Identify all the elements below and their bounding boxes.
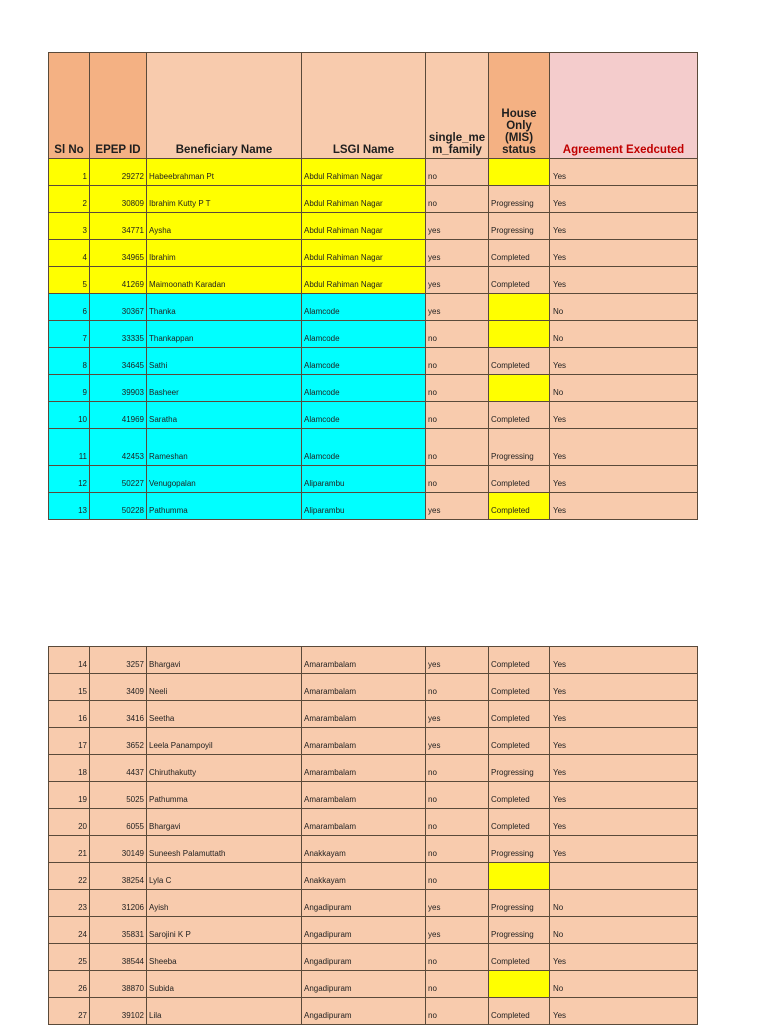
cell-beneficiary-name[interactable]: Rameshan <box>147 429 302 466</box>
cell-single-mem-family[interactable]: yes <box>426 890 489 917</box>
cell-house-status[interactable]: Progressing <box>489 186 550 213</box>
cell-sl-no[interactable]: 10 <box>49 402 90 429</box>
cell-agreement-executed[interactable]: Yes <box>550 429 698 466</box>
cell-beneficiary-name[interactable]: Ibrahim <box>147 240 302 267</box>
table-row <box>49 294 698 321</box>
table-row <box>49 321 698 348</box>
cell-sl-no[interactable]: 18 <box>49 755 90 782</box>
cell-beneficiary-name[interactable]: Saratha <box>147 402 302 429</box>
cell-lsgi-name[interactable]: Angadipuram <box>302 971 426 998</box>
table-row <box>49 998 698 1025</box>
cell-lsgi-name[interactable]: Anakkayam <box>302 836 426 863</box>
cell-lsgi-name[interactable]: Amarambalam <box>302 647 426 674</box>
table-row <box>49 836 698 863</box>
cell-epep-id[interactable]: 33335 <box>90 321 147 348</box>
table-row <box>49 674 698 701</box>
cell-sl-no[interactable]: 23 <box>49 890 90 917</box>
cell-epep-id[interactable]: 39102 <box>90 998 147 1025</box>
cell-epep-id[interactable]: 3416 <box>90 701 147 728</box>
cell-single-mem-family[interactable]: no <box>426 809 489 836</box>
header-lsgi-name[interactable]: LSGI Name <box>302 53 426 159</box>
table-row <box>49 267 698 294</box>
cell-epep-id[interactable]: 3409 <box>90 674 147 701</box>
table-row <box>49 429 698 466</box>
cell-epep-id[interactable]: 34645 <box>90 348 147 375</box>
cell-epep-id[interactable]: 35831 <box>90 917 147 944</box>
cell-agreement-executed[interactable]: Yes <box>550 402 698 429</box>
cell-lsgi-name[interactable]: Amarambalam <box>302 755 426 782</box>
cell-epep-id[interactable]: 38870 <box>90 971 147 998</box>
cell-epep-id[interactable]: 6055 <box>90 809 147 836</box>
cell-agreement-executed[interactable]: Yes <box>550 782 698 809</box>
cell-sl-no[interactable]: 22 <box>49 863 90 890</box>
cell-agreement-executed[interactable]: No <box>550 321 698 348</box>
cell-lsgi-name[interactable]: Angadipuram <box>302 890 426 917</box>
cell-sl-no[interactable]: 27 <box>49 998 90 1025</box>
cell-house-status[interactable]: Completed <box>489 674 550 701</box>
cell-sl-no[interactable]: 14 <box>49 647 90 674</box>
cell-single-mem-family[interactable]: no <box>426 674 489 701</box>
cell-single-mem-family[interactable]: no <box>426 466 489 493</box>
table-row <box>49 493 698 520</box>
cell-sl-no[interactable]: 7 <box>49 321 90 348</box>
cell-agreement-executed[interactable]: Yes <box>550 836 698 863</box>
table-row <box>49 971 698 998</box>
cell-sl-no[interactable]: 25 <box>49 944 90 971</box>
cell-agreement-executed[interactable]: Yes <box>550 647 698 674</box>
cell-agreement-executed[interactable]: Yes <box>550 674 698 701</box>
cell-sl-no[interactable]: 1 <box>49 159 90 186</box>
cell-beneficiary-name[interactable]: Ibrahim Kutty P T <box>147 186 302 213</box>
cell-beneficiary-name[interactable]: Pathumma <box>147 493 302 520</box>
cell-house-status[interactable] <box>489 294 550 321</box>
table-row <box>49 466 698 493</box>
cell-house-status[interactable]: Progressing <box>489 890 550 917</box>
header-beneficiary-name[interactable]: Beneficiary Name <box>147 53 302 159</box>
table-row <box>49 186 698 213</box>
cell-single-mem-family[interactable]: yes <box>426 493 489 520</box>
cell-lsgi-name[interactable]: Alamcode <box>302 348 426 375</box>
cell-house-status[interactable] <box>489 375 550 402</box>
cell-single-mem-family[interactable]: no <box>426 402 489 429</box>
cell-epep-id[interactable]: 38544 <box>90 944 147 971</box>
cell-epep-id[interactable]: 41269 <box>90 267 147 294</box>
cell-lsgi-name[interactable]: Aliparambu <box>302 493 426 520</box>
cell-single-mem-family[interactable]: no <box>426 429 489 466</box>
header-single-mem-family[interactable]: single_me m_family <box>426 53 489 159</box>
cell-single-mem-family[interactable]: no <box>426 836 489 863</box>
cell-epep-id[interactable]: 42453 <box>90 429 147 466</box>
cell-single-mem-family[interactable]: no <box>426 186 489 213</box>
cell-epep-id[interactable]: 29272 <box>90 159 147 186</box>
cell-lsgi-name[interactable]: Alamcode <box>302 294 426 321</box>
cell-lsgi-name[interactable]: Alamcode <box>302 429 426 466</box>
cell-house-status[interactable]: Progressing <box>489 836 550 863</box>
cell-agreement-executed[interactable]: Yes <box>550 998 698 1025</box>
cell-sl-no[interactable]: 21 <box>49 836 90 863</box>
cell-house-status[interactable]: Completed <box>489 728 550 755</box>
cell-lsgi-name[interactable]: Abdul Rahiman Nagar <box>302 159 426 186</box>
beneficiary-table-bottom <box>48 646 698 1025</box>
cell-house-status[interactable] <box>489 159 550 186</box>
table-row <box>49 348 698 375</box>
cell-single-mem-family[interactable]: no <box>426 159 489 186</box>
cell-single-mem-family[interactable]: yes <box>426 728 489 755</box>
cell-agreement-executed[interactable]: Yes <box>550 728 698 755</box>
cell-house-status[interactable]: Completed <box>489 466 550 493</box>
cell-single-mem-family[interactable]: no <box>426 944 489 971</box>
cell-house-status[interactable] <box>489 321 550 348</box>
cell-single-mem-family[interactable]: yes <box>426 213 489 240</box>
cell-beneficiary-name[interactable]: Thankappan <box>147 321 302 348</box>
cell-sl-no[interactable]: 9 <box>49 375 90 402</box>
cell-single-mem-family[interactable]: no <box>426 998 489 1025</box>
cell-beneficiary-name[interactable]: Subida <box>147 971 302 998</box>
cell-agreement-executed[interactable]: Yes <box>550 213 698 240</box>
cell-beneficiary-name[interactable]: Bhargavi <box>147 647 302 674</box>
beneficiary-table-top <box>48 52 698 520</box>
cell-beneficiary-name[interactable]: Chiruthakutty <box>147 755 302 782</box>
table-row <box>49 701 698 728</box>
cell-house-status[interactable]: Progressing <box>489 917 550 944</box>
cell-agreement-executed[interactable]: Yes <box>550 186 698 213</box>
cell-agreement-executed[interactable]: Yes <box>550 267 698 294</box>
table-row <box>49 890 698 917</box>
cell-sl-no[interactable]: 11 <box>49 429 90 466</box>
cell-agreement-executed[interactable]: Yes <box>550 809 698 836</box>
cell-single-mem-family[interactable]: no <box>426 863 489 890</box>
cell-epep-id[interactable]: 4437 <box>90 755 147 782</box>
cell-lsgi-name[interactable]: Abdul Rahiman Nagar <box>302 267 426 294</box>
cell-beneficiary-name[interactable]: Basheer <box>147 375 302 402</box>
cell-agreement-executed[interactable]: No <box>550 917 698 944</box>
table-row <box>49 782 698 809</box>
cell-lsgi-name[interactable]: Amarambalam <box>302 728 426 755</box>
cell-sl-no[interactable]: 15 <box>49 674 90 701</box>
cell-epep-id[interactable]: 41969 <box>90 402 147 429</box>
cell-agreement-executed[interactable]: Yes <box>550 493 698 520</box>
cell-epep-id[interactable]: 50228 <box>90 493 147 520</box>
header-house-status[interactable]: House Only (MIS) status <box>489 53 550 159</box>
cell-sl-no[interactable]: 4 <box>49 240 90 267</box>
cell-single-mem-family[interactable]: yes <box>426 917 489 944</box>
cell-beneficiary-name[interactable]: Bhargavi <box>147 809 302 836</box>
cell-beneficiary-name[interactable]: Lyla C <box>147 863 302 890</box>
cell-epep-id[interactable]: 3652 <box>90 728 147 755</box>
cell-house-status[interactable]: Completed <box>489 348 550 375</box>
cell-single-mem-family[interactable]: yes <box>426 267 489 294</box>
table-row <box>49 375 698 402</box>
cell-agreement-executed[interactable]: Yes <box>550 701 698 728</box>
cell-beneficiary-name[interactable]: Thanka <box>147 294 302 321</box>
table-row <box>49 728 698 755</box>
cell-beneficiary-name[interactable]: Sarojini K P <box>147 917 302 944</box>
cell-agreement-executed[interactable] <box>550 863 698 890</box>
cell-house-status[interactable]: Completed <box>489 782 550 809</box>
cell-beneficiary-name[interactable]: Leela Panampoyil <box>147 728 302 755</box>
cell-house-status[interactable]: Completed <box>489 647 550 674</box>
table-row <box>49 944 698 971</box>
cell-epep-id[interactable]: 30367 <box>90 294 147 321</box>
cell-lsgi-name[interactable]: Amarambalam <box>302 674 426 701</box>
cell-single-mem-family[interactable]: no <box>426 348 489 375</box>
cell-house-status[interactable]: Progressing <box>489 429 550 466</box>
cell-sl-no[interactable]: 16 <box>49 701 90 728</box>
cell-lsgi-name[interactable]: Aliparambu <box>302 466 426 493</box>
cell-house-status[interactable]: Completed <box>489 701 550 728</box>
cell-sl-no[interactable]: 17 <box>49 728 90 755</box>
header-agreement-executed[interactable]: Agreement Exedcuted <box>550 53 698 159</box>
cell-sl-no[interactable]: 8 <box>49 348 90 375</box>
cell-lsgi-name[interactable]: Angadipuram <box>302 917 426 944</box>
cell-epep-id[interactable]: 50227 <box>90 466 147 493</box>
cell-single-mem-family[interactable]: no <box>426 755 489 782</box>
cell-agreement-executed[interactable]: Yes <box>550 944 698 971</box>
cell-sl-no[interactable]: 20 <box>49 809 90 836</box>
cell-house-status[interactable]: Completed <box>489 402 550 429</box>
cell-epep-id[interactable]: 38254 <box>90 863 147 890</box>
cell-lsgi-name[interactable]: Alamcode <box>302 321 426 348</box>
cell-house-status[interactable]: Completed <box>489 944 550 971</box>
cell-beneficiary-name[interactable]: Maimoonath Karadan <box>147 267 302 294</box>
cell-lsgi-name[interactable]: Alamcode <box>302 402 426 429</box>
table-row <box>49 159 698 186</box>
cell-single-mem-family[interactable]: no <box>426 375 489 402</box>
cell-beneficiary-name[interactable]: Suneesh Palamuttath <box>147 836 302 863</box>
cell-sl-no[interactable]: 13 <box>49 493 90 520</box>
cell-house-status[interactable]: Progressing <box>489 755 550 782</box>
cell-epep-id[interactable]: 34965 <box>90 240 147 267</box>
table-row <box>49 402 698 429</box>
cell-lsgi-name[interactable]: Abdul Rahiman Nagar <box>302 213 426 240</box>
cell-sl-no[interactable]: 12 <box>49 466 90 493</box>
cell-house-status[interactable]: Completed <box>489 240 550 267</box>
cell-agreement-executed[interactable]: No <box>550 294 698 321</box>
cell-house-status[interactable]: Progressing <box>489 213 550 240</box>
cell-agreement-executed[interactable]: No <box>550 971 698 998</box>
cell-epep-id[interactable]: 5025 <box>90 782 147 809</box>
cell-sl-no[interactable]: 24 <box>49 917 90 944</box>
cell-lsgi-name[interactable]: Anakkayam <box>302 863 426 890</box>
cell-epep-id[interactable]: 30809 <box>90 186 147 213</box>
cell-lsgi-name[interactable]: Abdul Rahiman Nagar <box>302 240 426 267</box>
cell-lsgi-name[interactable]: Abdul Rahiman Nagar <box>302 186 426 213</box>
cell-epep-id[interactable]: 34771 <box>90 213 147 240</box>
cell-lsgi-name[interactable]: Alamcode <box>302 375 426 402</box>
cell-house-status[interactable]: Completed <box>489 998 550 1025</box>
cell-sl-no[interactable]: 6 <box>49 294 90 321</box>
header-row <box>49 53 698 159</box>
cell-epep-id[interactable]: 3257 <box>90 647 147 674</box>
cell-beneficiary-name[interactable]: Sathi <box>147 348 302 375</box>
cell-sl-no[interactable]: 26 <box>49 971 90 998</box>
cell-agreement-executed[interactable]: Yes <box>550 348 698 375</box>
header-epep-id[interactable]: EPEP ID <box>90 53 147 159</box>
cell-single-mem-family[interactable]: yes <box>426 701 489 728</box>
cell-lsgi-name[interactable]: Angadipuram <box>302 998 426 1025</box>
cell-sl-no[interactable]: 2 <box>49 186 90 213</box>
cell-house-status[interactable]: Completed <box>489 267 550 294</box>
cell-single-mem-family[interactable]: no <box>426 782 489 809</box>
table-row <box>49 755 698 782</box>
cell-epep-id[interactable]: 30149 <box>90 836 147 863</box>
cell-single-mem-family[interactable]: no <box>426 321 489 348</box>
cell-agreement-executed[interactable]: Yes <box>550 240 698 267</box>
cell-single-mem-family[interactable]: no <box>426 971 489 998</box>
table-row <box>49 863 698 890</box>
cell-beneficiary-name[interactable]: Seetha <box>147 701 302 728</box>
cell-beneficiary-name[interactable]: Neeli <box>147 674 302 701</box>
cell-beneficiary-name[interactable]: Aysha <box>147 213 302 240</box>
cell-house-status[interactable] <box>489 863 550 890</box>
cell-agreement-executed[interactable]: Yes <box>550 466 698 493</box>
cell-agreement-executed[interactable]: Yes <box>550 159 698 186</box>
cell-beneficiary-name[interactable]: Habeebrahman Pt <box>147 159 302 186</box>
cell-agreement-executed[interactable]: Yes <box>550 755 698 782</box>
table-row <box>49 213 698 240</box>
header-sl-no[interactable]: Sl No <box>49 53 90 159</box>
cell-agreement-executed[interactable]: No <box>550 890 698 917</box>
table-row <box>49 917 698 944</box>
cell-lsgi-name[interactable]: Angadipuram <box>302 944 426 971</box>
table-row <box>49 240 698 267</box>
cell-single-mem-family[interactable]: yes <box>426 240 489 267</box>
table-row <box>49 809 698 836</box>
cell-beneficiary-name[interactable]: Lila <box>147 998 302 1025</box>
cell-beneficiary-name[interactable]: Sheeba <box>147 944 302 971</box>
cell-house-status[interactable]: Completed <box>489 809 550 836</box>
cell-beneficiary-name[interactable]: Ayish <box>147 890 302 917</box>
cell-epep-id[interactable]: 31206 <box>90 890 147 917</box>
cell-lsgi-name[interactable]: Amarambalam <box>302 701 426 728</box>
cell-beneficiary-name[interactable]: Venugopalan <box>147 466 302 493</box>
cell-sl-no[interactable]: 5 <box>49 267 90 294</box>
cell-sl-no[interactable]: 19 <box>49 782 90 809</box>
cell-beneficiary-name[interactable]: Pathumma <box>147 782 302 809</box>
cell-lsgi-name[interactable]: Amarambalam <box>302 809 426 836</box>
cell-epep-id[interactable]: 39903 <box>90 375 147 402</box>
table-row <box>49 647 698 674</box>
cell-agreement-executed[interactable]: No <box>550 375 698 402</box>
cell-house-status[interactable] <box>489 971 550 998</box>
cell-house-status[interactable]: Completed <box>489 493 550 520</box>
cell-sl-no[interactable]: 3 <box>49 213 90 240</box>
cell-lsgi-name[interactable]: Amarambalam <box>302 782 426 809</box>
cell-single-mem-family[interactable]: yes <box>426 647 489 674</box>
cell-single-mem-family[interactable]: yes <box>426 294 489 321</box>
